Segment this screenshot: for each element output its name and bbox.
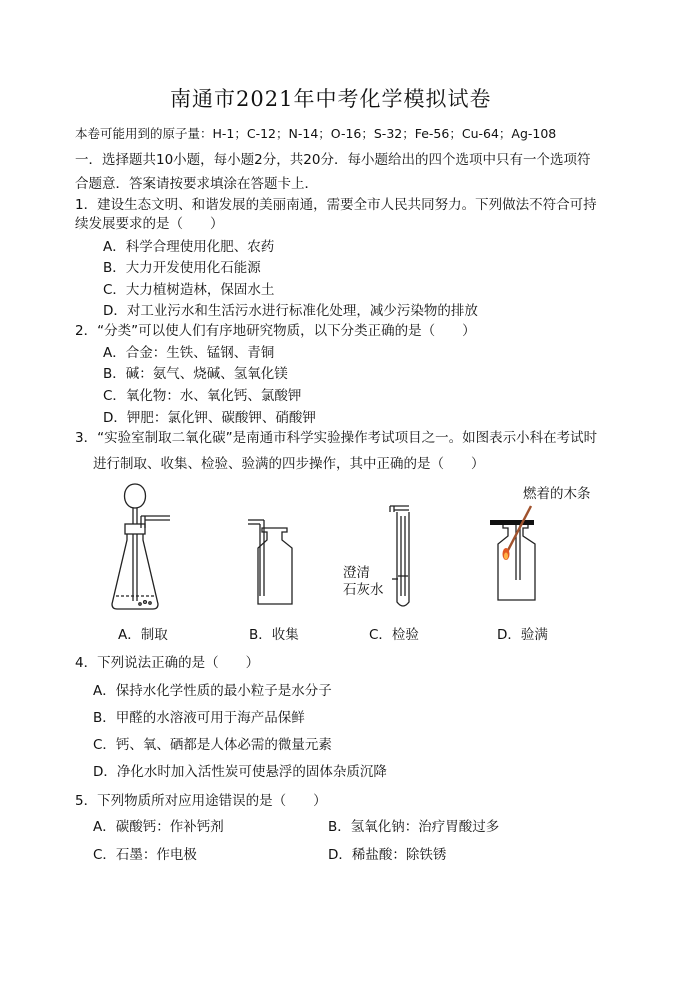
question-4-option-c: C．钙、氧、硒都是人体必需的微量元素 — [93, 737, 332, 753]
question-3-stem-line1: 3．“实验室制取二氧化碳”是南通市科学实验操作考试项目之一。如图表示小科在考试时 — [75, 430, 598, 446]
question-1-option-c: C．大力植树造林，保固水土 — [103, 282, 275, 298]
gas-collection-bottle — [248, 520, 292, 604]
figure-caption-c: C．检验 — [369, 627, 419, 643]
question-5-option-d: D．稀盐酸：除铁锈 — [328, 847, 447, 863]
atomic-mass-line: 本卷可能用到的原子量：H-1；C-12；N-14；O-16；S-32；Fe-56；Cu-64；Ag-108 — [75, 126, 557, 141]
question-1-option-b: B．大力开发使用化石能源 — [103, 260, 261, 276]
question-2-option-a: A．合金：生铁、锰钢、青铜 — [103, 345, 275, 361]
limewater-label-line2: 石灰水 — [343, 582, 384, 598]
question-4-option-a: A．保持水化学性质的最小粒子是水分子 — [93, 683, 332, 699]
gas-full-check-bottle — [490, 506, 535, 600]
question-3-stem-line2: 进行制取、收集、检验、验满的四步操作，其中正确的是（ ） — [93, 456, 485, 472]
question-1-option-d: D．对工业污水和生活污水进行标准化处理，减少污染物的排放 — [103, 303, 478, 319]
question-4-stem: 4．下列说法正确的是（ ） — [75, 655, 260, 671]
funnel-bulb — [125, 484, 146, 508]
figure-caption-d: D．验满 — [497, 627, 548, 643]
question-4-option-d: D．净化水时加入活性炭可使悬浮的固体杂质沉降 — [93, 764, 387, 780]
question-2-option-c: C．氧化物：水、氧化钙、氯酸钾 — [103, 388, 302, 404]
question-2-stem: 2．“分类”可以使人们有序地研究物质，以下分类正确的是（ ） — [75, 323, 476, 339]
question-4-option-b: B．甲醛的水溶液可用于海产品保鲜 — [93, 710, 305, 726]
flask-apparatus — [112, 484, 170, 609]
question-3-apparatus-figure — [0, 476, 696, 636]
limewater-test-tube — [390, 506, 409, 606]
section-instructions-line2: 合题意．答案请按要求填涂在答题卡上． — [75, 176, 318, 192]
burning-splint-label: 燃着的木条 — [523, 486, 591, 502]
question-5-option-b: B．氢氧化钠：治疗胃酸过多 — [328, 819, 500, 835]
question-1-stem-line2: 续发展要求的是（ ） — [75, 216, 224, 232]
question-5-stem: 5．下列物质所对应用途错误的是（ ） — [75, 793, 327, 809]
question-2-option-d: D．钾肥：氯化钾、碳酸钾、硝酸钾 — [103, 410, 316, 426]
question-5-option-a: A．碳酸钙：作补钙剂 — [93, 819, 224, 835]
conical-flask — [112, 534, 158, 609]
question-1-stem-line1: 1．建设生态文明、和谐发展的美丽南通，需要全市人民共同努力。下列做法不符合可持 — [75, 197, 597, 213]
figure-caption-b: B．收集 — [249, 627, 299, 643]
limewater-label-line1: 澄清 — [343, 565, 370, 581]
question-5-option-c: C．石墨：作电极 — [93, 847, 197, 863]
question-1-option-a: A．科学合理使用化肥、农药 — [103, 239, 275, 255]
section-instructions-line1: 一．选择题共10小题，每小题2分，共20分．每小题给出的四个选项中只有一个选项符 — [75, 152, 591, 168]
burning-splint — [505, 506, 531, 556]
figure-caption-a: A．制取 — [118, 627, 168, 643]
page-title: 南通市2021年中考化学模拟试卷 — [170, 87, 492, 111]
question-2-option-b: B．碱：氨气、烧碱、氢氧化镁 — [103, 366, 288, 382]
